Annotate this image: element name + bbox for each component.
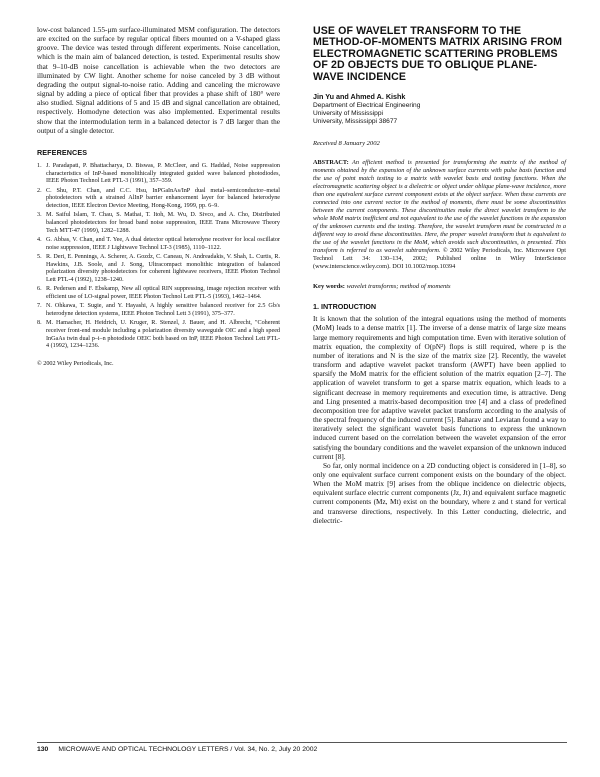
references-heading: REFERENCES bbox=[37, 147, 88, 157]
affiliation-university: University of Mississippi bbox=[313, 110, 383, 118]
right-column bbox=[313, 26, 566, 526]
keywords-label: Key words: bbox=[313, 283, 345, 291]
reference-item bbox=[37, 237, 280, 253]
abstract-label: ABSTRACT: bbox=[313, 159, 349, 167]
reference-text: M. Hamacher, H. Heidrich, U. Kruger, R. Stenzel, J. Bauer, and H. Albrecht, "Coherent receiver front-end module including a polarization diversity waveguide OIC and a high speed InGaAs twin dual p–i–n photodiode OEIC both based on InP, IEEE Photon Technol Lett PTL-4 (1992), 1234–1236. bbox=[46, 320, 280, 350]
reference-number: 6. bbox=[37, 286, 42, 293]
introduction-paragraph: It is known that the solution of the integral equations using the method of moments (MoM) leads to a dense matrix [1]. The inverse of a dense matrix of large size means large memory requirements and high computation time. Even with iterative solution of matrix equation, the complexity of O(pN²) flops is still required, where p is the number of iterations and N is the size of the matrix size [2]. Recently, the wavelet transform and adaptive wavelet packet transform (AWPT) have been applied to sparsify the MoM matrix for the efficient solution of the matrix equation [2–7]. The application of wavelet transform to get a sparse matrix equation, which leads to a significant decrease in memory requirements and execution time, is attractive. Deng and Ling presented a matrix-based decomposition tree [4] and a class of predefined decomposition tree for adaptive wavelet packet transform according to the analysis of the spectral frequency of the induced current [5]. Baharav and Leviatan found a way to iteratively select the significant wavelet basis functions to express the unknown induced current based on the correlation between the wavelet expansion of the error satisfying the boundary conditions and the wavelet expansion of the unknown induced current [8]. bbox=[313, 315, 566, 461]
left-column bbox=[37, 26, 280, 367]
reference-number: 4. bbox=[37, 236, 42, 243]
keywords bbox=[313, 283, 566, 290]
reference-text: R. Pedersen and F. Ebskamp, New all optical RIN suppressing, image rejection receiver with efficient use of LO-signal power, IEEE Photon Technol Lett PTL-5 (1993), 1462–1464. bbox=[46, 286, 280, 301]
footer-rule bbox=[37, 742, 567, 743]
reference-number: 1. bbox=[37, 162, 42, 169]
received-date: Received 8 January 2002 bbox=[313, 140, 380, 148]
article-authors: Jin Yu and Ahmed A. Kishk bbox=[313, 92, 406, 102]
reference-number: 5. bbox=[37, 253, 42, 260]
reference-text: J. Paradapati, P. Bhattacharya, D. Biswas, P. McCleer, and G. Haddad, Noise suppression characteristics of InP-based monolithically integrated guided wave balanced photodiodes, IEEE Photon Technol Lett PTL-3 (1991), 357–359. bbox=[46, 162, 280, 185]
affiliation-city: University, Mississippi 38677 bbox=[313, 118, 398, 126]
references-list bbox=[37, 163, 280, 351]
journal-citation: MICROWAVE AND OPTICAL TECHNOLOGY LETTERS / Vol. 34, No. 2, July 20 2002 bbox=[58, 746, 318, 753]
affiliation-department: Department of Electrical Engineering bbox=[313, 102, 421, 110]
reference-text: N. Ohkawa, T. Sugie, and Y. Hayashi, A highly sensitive balanced receiver for 2.5 Gb/s heterodyne detection systems, IEEE Photon Technol Lett 3 (1991), 375–377. bbox=[46, 303, 280, 317]
reference-item bbox=[37, 286, 280, 302]
reference-item bbox=[37, 163, 280, 186]
reference-text: R. Deri, E. Pennings, A. Scherer, A. Gozdz, C. Caneau, N. Andreadakis, V. Shah, L. Curtis, R. Hawkins, J.B. Soole, and J. Song, Ultracompact monolithic integration of balanced polarization diversity photodetectors for coherent lightwave receivers, IEEE Photon Technol Lett PTL-4 (1992), 1238–1240. bbox=[46, 253, 280, 284]
reference-text: M. Saiful Islam, T. Chau, S. Mathai, T. Itoh, M. Wu, D. Sivco, and A. Cho, Distributed balanced photodetectors for broad band noise suppression, IEEE Trans Microwave Theory Tech MTT-47 (1999), 1282–1288. bbox=[46, 212, 280, 234]
reference-text: G. Abbas, V. Chan, and T. Yee, A dual detector optical heterodyne receiver for local oscillator noise suppression, IEEE J Lightwave Technol LT-3 (1985), 1110–1122. bbox=[46, 236, 280, 251]
reference-item bbox=[37, 212, 280, 235]
page-footer bbox=[37, 746, 567, 753]
page-number: 130 bbox=[37, 746, 49, 753]
abstract-text: An efficient method is presented for transforming the matrix of the method of moments obtained by the expansion of the unknown surface currents with pulse basis function and the use of point match testing to a matrix with wavelet basis and testing functions. When the electromagnetic scattering object is a dielectric or object under oblique plane-wave incidence, more than one equivalent surface current component exists at the object surface. When these currents are connected into one current vector in the method of moments, there must be some discontinuities between the current components. These discontinuities make the direct wavelet transform to the whole MoM matrix inefficient and not equivalent to the use of the wavelet functions in the expansion of the unknown currents and the testing. Therefore, the wavelet transform must be constructed in a different way to avoid these discontinuities. Here, the proper wavelet transform that is equivalent to the use of the wavelet functions in the MoM, which avoids such discontinuities, is presented. This transform is referred to as wavelet subtransform. bbox=[313, 159, 567, 255]
reference-number: 8. bbox=[37, 320, 42, 327]
reference-number: 7. bbox=[37, 303, 42, 310]
reference-text: C. Shu, P.T. Chan, and C.C. Hsu, InPGaInAs/InP dual metal–semiconductor–metal photodetectors with a strained AlInP barrier enhancement layer for balanced heterodyne detection, IEEE Electron Device Meeting, Hong-Kong, 1999, pp. 6–9. bbox=[46, 187, 280, 210]
reference-item bbox=[37, 320, 280, 351]
section-heading-introduction: 1. INTRODUCTION bbox=[313, 302, 377, 312]
keywords-text: wavelet transforms; method of moments bbox=[346, 283, 451, 291]
reference-number: 2. bbox=[37, 187, 42, 194]
reference-item bbox=[37, 254, 280, 285]
author-affiliation bbox=[313, 102, 566, 126]
abstract bbox=[313, 159, 566, 271]
article-title: USE OF WAVELET TRANSFORM TO THE METHOD-OF-MOMENTS MATRIX ARISING FROM ELECTROMAGNETIC SCATTERING PROBLEMS OF 2D OBJECTS DUE TO OBLIQUE PLANE-WAVE INCIDENCE bbox=[313, 25, 563, 83]
copyright-notice: © 2002 Wiley Periodicals, Inc. bbox=[37, 360, 114, 368]
reference-item bbox=[37, 303, 280, 319]
reference-item bbox=[37, 188, 280, 211]
reference-number: 3. bbox=[37, 212, 42, 219]
abstract-citation: © 2002 Wiley Periodicals, Inc. Microwave Opt Technol Lett 34: 130–134, 2002; Published online in Wiley InterScience (www.interscience.wiley.com). DOI 10.1002/mop.10394 bbox=[313, 247, 566, 271]
continued-paragraph: low-cost balanced 1.55-μm surface-illuminated MSM configuration. The detectors are excited on the surface by regular optical fibers mounted on a V-shaped glass groove. The device was tested through different experiments. Noise cancellation, which is the main aim of balanced detection, is tested. Experimental results show that 9–10-dB noise cancellation is achievable when the two detectors are illuminated by CW light. Another scheme for noise canceled by 3 dB without degrading the output signal-to-noise ratio. Adding and canceling the microwave signal by adding a piece of optical fiber that provides a phase shift of 180° were also studied. Signal additions of 5 and 15 dB and signal cancellation are obtained, respectively. Homodyne detection was also implemented. Experimental results show that the intermodulation term in a balanced detector is 7 dB larger than the output of a single detector. bbox=[37, 26, 280, 135]
introduction-paragraph: So far, only normal incidence on a 2D conducting object is considered in [1–8], so only one equivalent surface current component exists on the boundary of the object. When the MoM matrix [9] arises from the oblique incidence on dielectric objects, equivalent surface electric current components (Jz, Jt) and equivalent surface magnetic current components (Mz, Mt) exist on the boundary, where z and t stand for vertical and transverse directions, respectively. In this Letter conducting, dielectric, and dielectric- bbox=[313, 461, 566, 525]
